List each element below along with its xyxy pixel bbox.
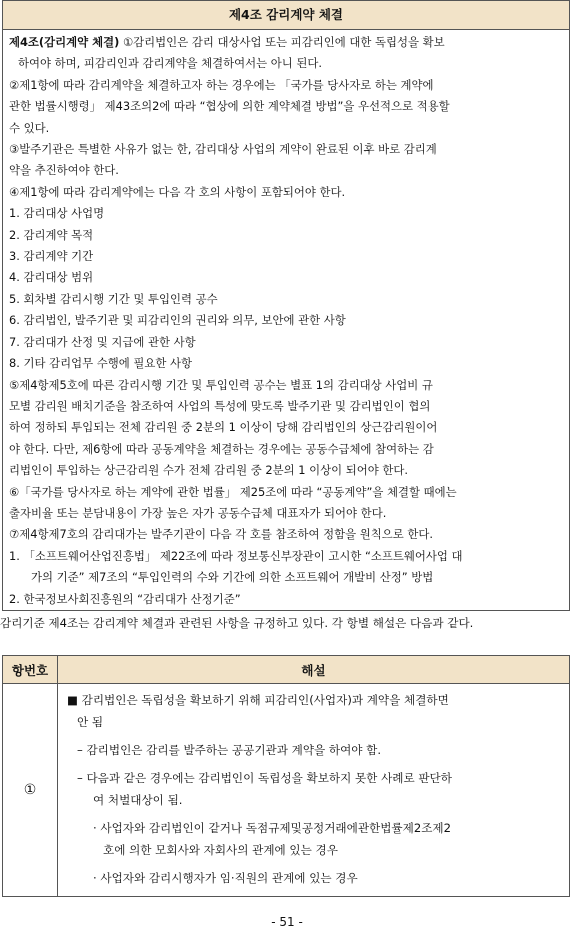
commentary-table bbox=[2, 655, 570, 897]
article-line: ④제1항에 따라 감리계약에는 다음 각 호의 사항이 포함되어야 한다. bbox=[9, 184, 346, 199]
article-line: 야 한다. 다만, 제6항에 따라 공동계약을 체결하는 경우에는 공동수급체에 참여하는 감 bbox=[9, 441, 434, 456]
header-commentary: 해설 bbox=[58, 656, 570, 684]
article-item: 3. 감리계약 기간 bbox=[9, 249, 94, 264]
commentary-line: 여 처벌대상이 됨. bbox=[93, 793, 183, 807]
article-line bbox=[9, 32, 563, 53]
article-line: ③발주기관은 특별한 사유가 없는 한, 감리대상 사업의 계약이 완료된 이후 바로 감리계 bbox=[9, 142, 437, 157]
commentary-line bbox=[67, 689, 560, 711]
article-item: 8. 기타 감리업무 수행에 필요한 사항 bbox=[9, 356, 193, 371]
article-heading: 제4조(감리계약 체결) bbox=[9, 35, 120, 49]
article-line: ⑦제4항제7호의 감리대가는 발주기관이 다음 각 호를 참조하여 정함을 원칙으로 한다. bbox=[9, 527, 434, 542]
article-line: 하여야 하며, 피감리인과 감리계약을 체결하여서는 아니 된다. bbox=[18, 56, 323, 71]
bullet-square-icon: ■ bbox=[67, 693, 78, 707]
article-title: 제4조 감리계약 체결 bbox=[3, 1, 569, 30]
article-line: 모별 감리원 배치기준을 참조하여 사업의 특성에 맞도록 발주기관 및 감리법인이 협의 bbox=[9, 398, 431, 413]
article-line: 관한 법률시행령」 제43조의2에 따라 “협상에 의한 계약체결 방법”을 우선적으로 적용할 bbox=[9, 99, 450, 114]
article-item: 1. 감리대상 사업명 bbox=[9, 206, 105, 221]
item-number: ① bbox=[3, 684, 58, 897]
article-line: 약을 추진하여야 한다. bbox=[9, 163, 119, 178]
article-box bbox=[2, 0, 570, 611]
article-item: 1. 「소프트웨어산업진흥법」 제22조에 따라 정보통신부장관이 고시한 “소프트웨어사업 대 bbox=[9, 548, 463, 563]
article-line: ②제1항에 따라 감리계약을 체결하고자 하는 경우에는 「국가를 당사자로 하는 계약에 bbox=[9, 77, 434, 92]
commentary-dash-line: – 다음과 같은 경우에는 감리법인이 독립성을 확보하지 못한 사례로 판단하 bbox=[77, 771, 452, 785]
header-item-number: 항번호 bbox=[3, 656, 58, 684]
article-line-text: ①감리법인은 감리 대상사업 또는 피감리인에 대한 독립성을 확보 bbox=[119, 35, 445, 49]
article-line: 수 있다. bbox=[9, 120, 50, 135]
article-item: 5. 회차별 감리시행 기간 및 투입인력 공수 bbox=[9, 291, 218, 306]
article-body bbox=[3, 30, 569, 610]
article-item: 6. 감리법인, 발주기관 및 피감리인의 권리와 의무, 보안에 관한 사항 bbox=[9, 313, 346, 328]
table-row bbox=[3, 684, 570, 897]
commentary-dash-line: – 감리법인은 감리를 발주하는 공공기관과 계약을 하여야 함. bbox=[77, 743, 382, 757]
table-header-row bbox=[3, 656, 570, 684]
commentary-dot-line: · 사업자와 감리법인이 같거나 독점규제및공정거래에관한법률제2조제2 bbox=[93, 821, 451, 835]
intro-paragraph: 감리기준 제4조는 감리계약 체결과 관련된 사항을 규정하고 있다. 각 항별 해설은 다음과 같다. bbox=[0, 616, 474, 630]
commentary-line: 안 됨 bbox=[77, 715, 104, 729]
article-item: 7. 감리대가 산정 및 지급에 관한 사항 bbox=[9, 334, 196, 349]
article-line: ⑤제4항제5호에 따른 감리시행 기간 및 투입인력 공수는 별표 1의 감리대상 사업비 규 bbox=[9, 377, 433, 392]
commentary-cell bbox=[58, 684, 570, 897]
article-item: 2. 한국정보사회진흥원의 “감리대가 산정기준” bbox=[9, 591, 241, 606]
commentary-dot-line: · 사업자와 감리시행자가 임·직원의 관계에 있는 경우 bbox=[93, 871, 358, 885]
article-item-continued: 가의 기준” 제7조의 “투입인력의 수와 기간에 의한 소프트웨어 개발비 산정” 방법 bbox=[31, 570, 434, 585]
commentary-text: 감리법인은 독립성을 확보하기 위해 피감리인(사업자)과 계약을 체결하면 bbox=[81, 693, 449, 707]
article-line: 하여 정하되 투입되는 전체 감리원 중 2분의 1 이상이 당해 감리법인의 상근감리원이어 bbox=[9, 420, 438, 435]
article-line: ⑥「국가를 당사자로 하는 계약에 관한 법률」 제25조에 따라 “공동계약”을 체결할 때에는 bbox=[9, 484, 457, 499]
article-line: 출자비율 또는 분담내용이 가장 높은 자가 공동수급체 대표자가 되어야 한다. bbox=[9, 505, 387, 520]
article-line: 리법인이 투입하는 상근감리원 수가 전체 감리원 중 2분의 1 이상이 되어야 한다. bbox=[9, 463, 409, 478]
commentary-line: 호에 의한 모회사와 자회사의 관계에 있는 경우 bbox=[103, 843, 338, 857]
article-item: 4. 감리대상 범위 bbox=[9, 270, 94, 285]
article-item: 2. 감리계약 목적 bbox=[9, 227, 94, 242]
page-number: - 51 - bbox=[271, 915, 303, 929]
